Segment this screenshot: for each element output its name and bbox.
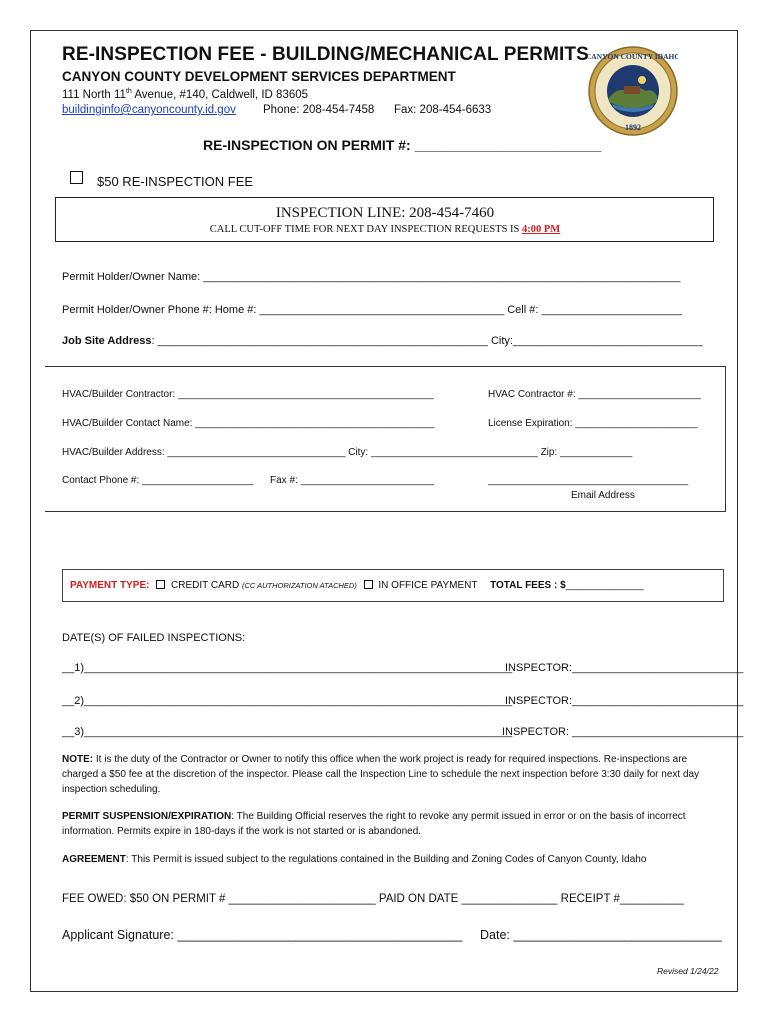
- department-address: 111 North 11th Avenue, #140, Caldwell, ID 83605: [62, 88, 309, 101]
- payment-type-label: PAYMENT TYPE:: [70, 580, 150, 591]
- inspector-field-2[interactable]: INSPECTOR:____________________________: [505, 695, 744, 707]
- revised-date: Revised 1/24/22: [657, 966, 719, 976]
- cc-authorization-note: (CC AUTHORIZATION ATACHED): [241, 581, 357, 590]
- form-title: RE-INSPECTION FEE - BUILDING/MECHANICAL PERMITS: [62, 44, 589, 65]
- fee-owed-line[interactable]: FEE OWED: $50 ON PERMIT # _______________________ PAID ON DATE _______________ RECEIPT #__________: [62, 893, 684, 905]
- reinspection-fee-label: $50 RE-INSPECTION FEE: [97, 174, 254, 189]
- date-field[interactable]: Date: ______________________________: [480, 928, 722, 942]
- license-expiration-field[interactable]: License Expiration: ______________________: [488, 418, 698, 429]
- inspector-field-3[interactable]: INSPECTOR: ____________________________: [502, 726, 744, 738]
- email-address-label: Email Address: [571, 490, 635, 501]
- email-link[interactable]: buildinginfo@canyoncounty.id.gov: [62, 104, 236, 116]
- contractor-fax-field[interactable]: Fax #: ________________________: [270, 475, 435, 486]
- inspector-field-1[interactable]: INSPECTOR:____________________________: [505, 662, 744, 674]
- inspection-line-phone: INSPECTION LINE: 208-454-7460: [275, 205, 495, 221]
- applicant-signature-field[interactable]: Applicant Signature: _________________________________________: [62, 928, 463, 942]
- fax-number: Fax: 208-454-6633: [394, 104, 492, 116]
- hvac-address-field[interactable]: HVAC/Builder Address: ________________________________ City: ______________________________ Zip: _____________: [62, 447, 633, 458]
- failed-inspections-heading: DATE(S) OF FAILED INSPECTIONS:: [62, 632, 246, 644]
- section-divider-top: [45, 366, 725, 367]
- failed-inspection-row-3[interactable]: __3)______________________________________________________________________: [62, 726, 513, 738]
- hvac-contractor-field[interactable]: HVAC/Builder Contractor: ______________________________________________: [62, 389, 434, 400]
- reinspection-permit-field[interactable]: RE-INSPECTION ON PERMIT #: ________________________: [203, 137, 602, 153]
- failed-inspection-row-1[interactable]: __1)______________________________________________________________________: [62, 662, 513, 674]
- cutoff-time-note: CALL CUT-OFF TIME FOR NEXT DAY INSPECTION REQUESTS IS 4:00 PM: [209, 224, 561, 235]
- reinspection-fee-checkbox[interactable]: [70, 171, 83, 189]
- checkbox-icon[interactable]: [70, 171, 83, 184]
- credit-card-label: CREDIT CARD: [171, 580, 240, 591]
- in-office-label: IN OFFICE PAYMENT: [378, 580, 478, 591]
- total-fees-label: TOTAL FEES : $: [490, 580, 566, 591]
- contact-phone-field[interactable]: Contact Phone #: ____________________: [62, 475, 254, 486]
- hvac-contractor-number-field[interactable]: HVAC Contractor #: ______________________: [488, 389, 701, 400]
- phone-number: Phone: 208-454-7458: [263, 104, 375, 116]
- in-office-checkbox[interactable]: [364, 580, 373, 589]
- owner-name-field[interactable]: Permit Holder/Owner Name: ______________________________________________________________________________: [62, 271, 681, 283]
- payment-type-row: [70, 580, 644, 591]
- note-paragraph: NOTE: It is the duty of the Contractor or Owner to notify this office when the work project is ready for required inspections. Re-inspections are charged a $50 fee at the discretion of the inspector. Please call the Inspection Line to schedule the next inspection before 3:30 daily for next day inspection scheduling.: [62, 754, 700, 795]
- job-site-address-field[interactable]: Job Site Address: ______________________________________________________ City:_______________________________: [62, 335, 703, 347]
- county-seal-logo: [588, 46, 678, 136]
- section-divider-bottom: [45, 511, 726, 512]
- agreement-paragraph: AGREEMENT: This Permit is issued subject to the regulations contained in the Building and Zoning Codes of Canyon County, Idaho: [62, 854, 647, 865]
- hvac-contact-name-field[interactable]: HVAC/Builder Contact Name: ___________________________________________: [62, 418, 435, 429]
- section-divider-right: [725, 366, 726, 511]
- owner-phone-field[interactable]: Permit Holder/Owner Phone #: Home #: ________________________________________ Cell #: _______________________: [62, 304, 683, 316]
- total-fees-field[interactable]: ______________: [565, 580, 644, 591]
- email-address-field[interactable]: ____________________________________: [488, 475, 689, 486]
- svg-text:1892: 1892: [625, 123, 641, 132]
- department-name: CANYON COUNTY DEVELOPMENT SERVICES DEPARTMENT: [62, 69, 456, 84]
- failed-inspection-row-2[interactable]: __2)______________________________________________________________________: [62, 695, 513, 707]
- suspension-paragraph: PERMIT SUSPENSION/EXPIRATION: The Building Official reserves the right to revoke any permit issued in error or on the basis of incorrect information. Permits expire in 180-days if the work is not started or is abandoned.: [62, 811, 686, 837]
- credit-card-checkbox[interactable]: [156, 580, 165, 589]
- svg-text:CANYON COUNTY IDAHO: CANYON COUNTY IDAHO: [588, 52, 678, 61]
